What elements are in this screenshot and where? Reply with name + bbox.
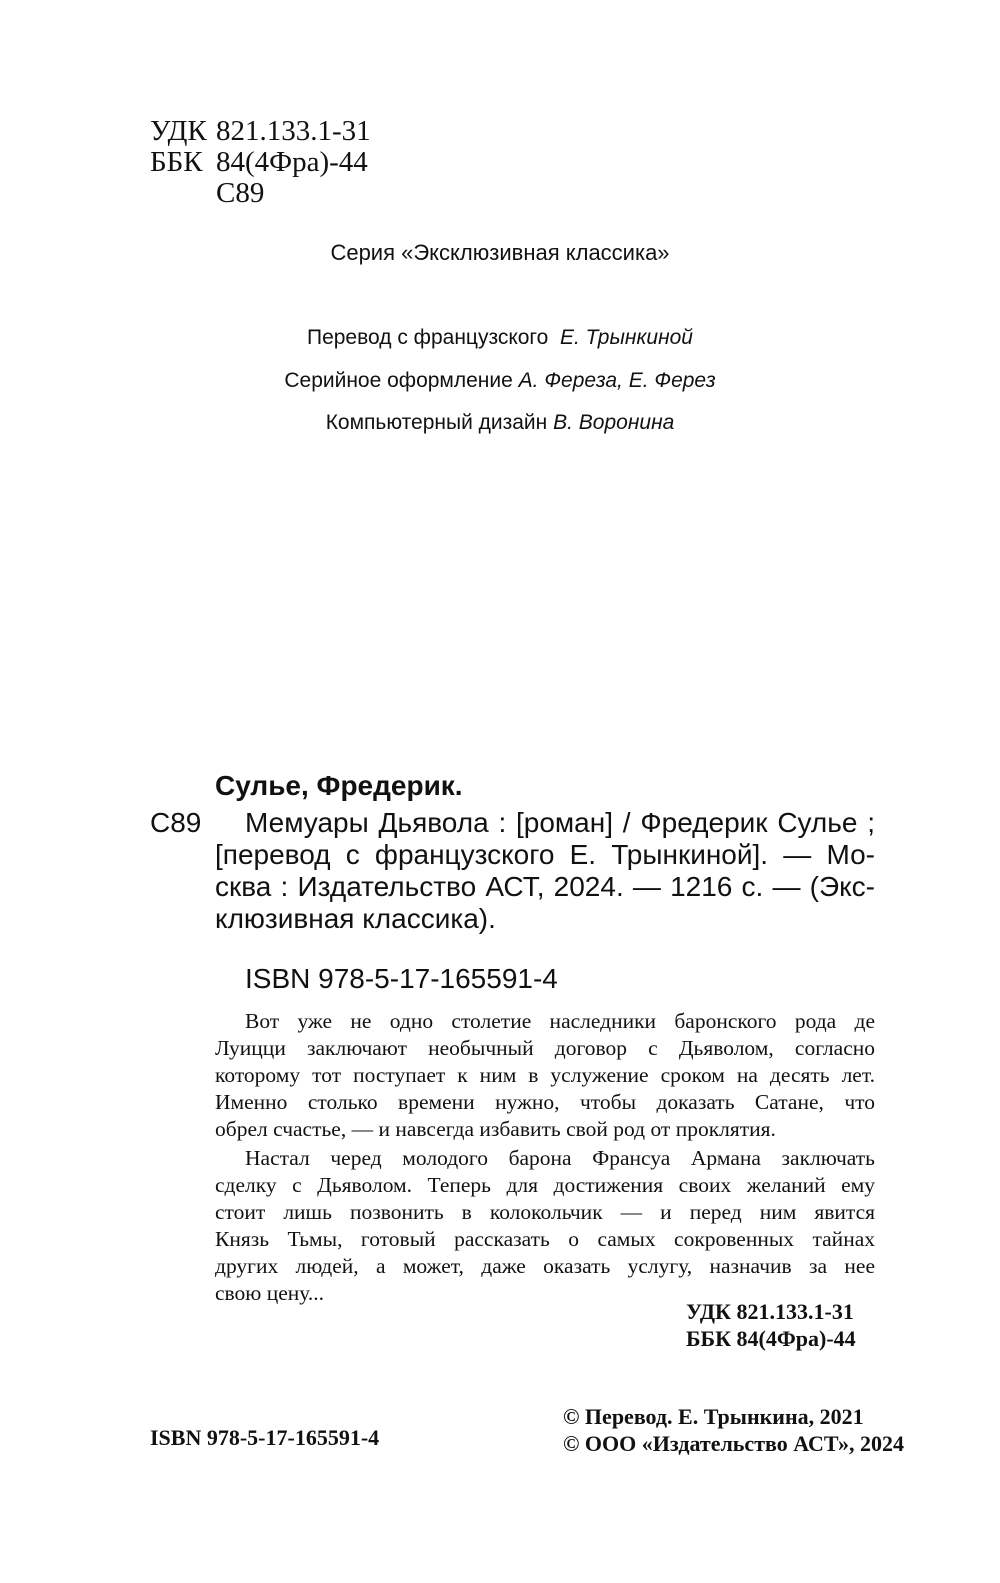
annotation-line: обрел счастье, — и навсегда избавить свой род от проклятия.: [215, 1117, 776, 1141]
bibliographic-line: [перевод с французского Е. Трынкиной]. — Мо-: [215, 839, 875, 870]
annotation-line: Вот уже не одно столетие наследники баронского рода де: [245, 1009, 875, 1033]
bibliographic-line: клюзивная классика).: [215, 903, 496, 934]
footer-isbn: ISBN 978-5-17-165591-4: [150, 1425, 380, 1450]
footer-udk: УДК 821.133.1-31: [686, 1299, 854, 1324]
annotation-line: Настал черед молодого барона Франсуа Армана заключать: [245, 1146, 875, 1170]
classification-codes: [150, 116, 371, 209]
annotation: [215, 1008, 875, 1307]
copyright-block: [563, 1403, 904, 1457]
credit-translation-name: Е. Трынкиной: [559, 326, 693, 349]
bibliographic-line: сква : Издательство АСТ, 2024. — 1216 с. — (Экс-: [215, 871, 875, 902]
annotation-line: Луицци заключают необычный договор с Дьяволом, согласно: [215, 1036, 875, 1060]
author-heading: Сулье, Фредерик.: [215, 770, 463, 801]
annotation-line: сделку с Дьяволом. Теперь для достижения своих желаний ему: [215, 1173, 875, 1197]
isbn-main: ISBN 978-5-17-165591-4: [245, 963, 558, 994]
credit-translation-label: Перевод с французского: [306, 326, 549, 349]
bibliographic-description: [215, 807, 875, 935]
bibliographic-mark: С89: [150, 807, 202, 838]
annotation-line: стоит лишь позвонить в колокольчик — и перед ним явится: [215, 1200, 875, 1224]
credit-design-label: Серийное оформление: [284, 369, 513, 392]
series-title: Серия «Эксклюзивная классика»: [330, 240, 670, 265]
annotation-line: Князь Тьмы, готовый рассказать о самых сокровенных тайнах: [215, 1227, 875, 1251]
footer-bbk: ББК 84(4Фра)-44: [686, 1326, 856, 1351]
author-mark: С89: [216, 177, 265, 209]
footer-codes: [686, 1298, 856, 1352]
credit-translation: [0, 325, 1000, 351]
annotation-line: Именно столько времени нужно, чтобы доказать Сатане, что: [215, 1090, 875, 1114]
credit-design-name: А. Фереза, Е. Ферез: [518, 369, 716, 392]
bibliographic-line: Мемуары Дьявола : [роман] / Фредерик Сулье ;: [245, 807, 875, 838]
annotation-line: других людей, а может, даже оказать услугу, назначив за нее: [215, 1254, 875, 1278]
credit-computer-design: [0, 410, 1000, 436]
bbk-label: ББК: [150, 146, 203, 178]
copyright-publisher: © ООО «Издательство АСТ», 2024: [563, 1431, 905, 1456]
author-mark-row: [150, 178, 371, 209]
annotation-line: которому тот поступает к ним в услужение сроком на десять лет.: [215, 1063, 875, 1087]
credit-computer-name: В. Воронина: [553, 411, 675, 434]
copyright-translation: © Перевод. Е. Трынкина, 2021: [563, 1404, 864, 1429]
udk-value: 821.133.1-31: [216, 115, 371, 147]
bbk-value: 84(4Фра)-44: [216, 146, 368, 178]
udk-label: УДК: [150, 115, 207, 147]
annotation-line: свою цену...: [215, 1281, 325, 1305]
credit-series-design: [0, 368, 1000, 394]
credit-computer-label: Компьютерный дизайн: [325, 411, 548, 434]
bbk-row: [150, 147, 371, 178]
udk-row: [150, 116, 371, 147]
